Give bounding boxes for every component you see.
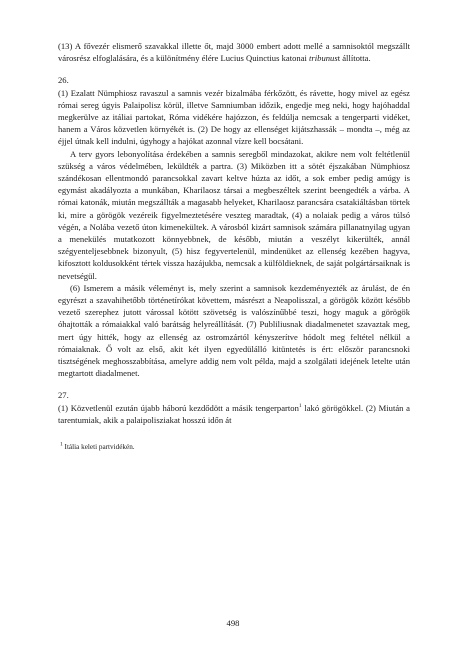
paragraph-26-3: A terv gyors lebonyolítása érdekében a samnis seregből mindazokat, akikre nem volt feltétlenül szükség a város védelmében, leküldték a partra. (3) Miközben itt a sötét éjszakában Nümphiosz szándékosan ellentmondó parancsokkal zavart keltve húzta az időt, a sok ember pedig amúgy is egymást akadályozta a munkában, Kharilaosz társai a megbeszéltek szerint beengedték a várba. A római katonák, miután megszállták a magasabb helyeket, Kharilaosz parancsára csatakiáltásban törtek ki, mire a görögök vezéreik figyelmeztetésére veszteg maradtak, (4) a nolaiak pedig a város túlsó végén, a Nolába vezető úton kimenekültek. A városból kizárt samnisok számára pillanatnyilag ugyan a menekülés mutatkozott könnyebbnek, de később, miután a veszélyt kikerülték, annál szégyenteljesebbnek bizonyult, (5) hisz fegyvertelenül, mindenüket az ellenség kezében hagyva, kifosztott koldusokként tértek vissza hazájukba, nemcsak a külföldieknek, de saját polgártársaiknak is nevetségül. bbox=[58, 148, 410, 281]
paragraph-13: (13) A fővezér elismerő szavakkal illette őt, majd 3000 embert adott mellé a samnisoktól megszállt városrész elfoglalására, és a különítmény élére Lucius Quinctius katonai tribunust állította. bbox=[58, 41, 410, 64]
document-page bbox=[58, 40, 410, 452]
chapter-26-label: 26. bbox=[58, 75, 69, 86]
chapter-27-label: 27. bbox=[58, 390, 69, 401]
footnote bbox=[58, 442, 410, 452]
paragraph-27-1-text-a: (1) Közvetlenül ezután újabb háború kezdődött a másik tengerparton bbox=[58, 402, 299, 413]
paragraph-27-1 bbox=[58, 402, 410, 426]
paragraph-26-1: (1) Ezalatt Nümphiosz ravaszul a samnis vezér bizalmába férkőzött, és rávette, hogy mivel az egész római sereg úgyis Palaipolisz körül, illetve Samniumban időzik, engedje meg neki, hogy hajóhaddal megkerülve az itáliai partokat, Róma vidékére hajózzon, és feldúlja nemcsak a tengerparti vidéket, hanem a Város közvetlen környékét is. (2) De hogy az ellenséget kijátszhassák – mondta –, még az éjjel útnak kell indulni, úgyhogy a hajókat azonnal vízre kell bocsátani. bbox=[58, 87, 410, 147]
paragraph-26-6: (6) Ismerem a másik véleményt is, mely szerint a samnisok kezdeményezték az árulást, de én egyrészt a szavahihetőbb történetírókat követtem, másrészt a Neapolisszal, a görögök között később vezető szerephez jutott várossal kötött szövetség is valószínűbbé teszi, hogy maguk a görögök óhajtották a rómaiakkal való barátság helyreállítását. (7) Publiliusnak diadalmenetet szavaztak meg, mert úgy hitték, hogy az ellenség az ostromzártól kényszerítve hódolt meg feltétel nélkül a rómaiaknak. Ő volt az első, akit két ilyen egyedülálló kitüntetés is ért: először parancsnoki tisztségének meghosszabbítása, amelyre addig nem volt példa, majd a szolgálati idejének letelte után megtartott diadalmenet. bbox=[58, 282, 410, 379]
paragraph-27-1-text-b: lakó görögökkel. (2) Miután a tarentumiak, akik a palaipolisziakat hosszú időn át bbox=[58, 402, 410, 425]
footnote-spacer bbox=[58, 426, 410, 442]
page-number: 498 bbox=[226, 618, 240, 628]
footnote-reference: 1 bbox=[298, 402, 302, 409]
footnote-marker: 1 bbox=[60, 441, 63, 448]
footnote-text: Itália keleti partvidékén. bbox=[62, 443, 135, 452]
